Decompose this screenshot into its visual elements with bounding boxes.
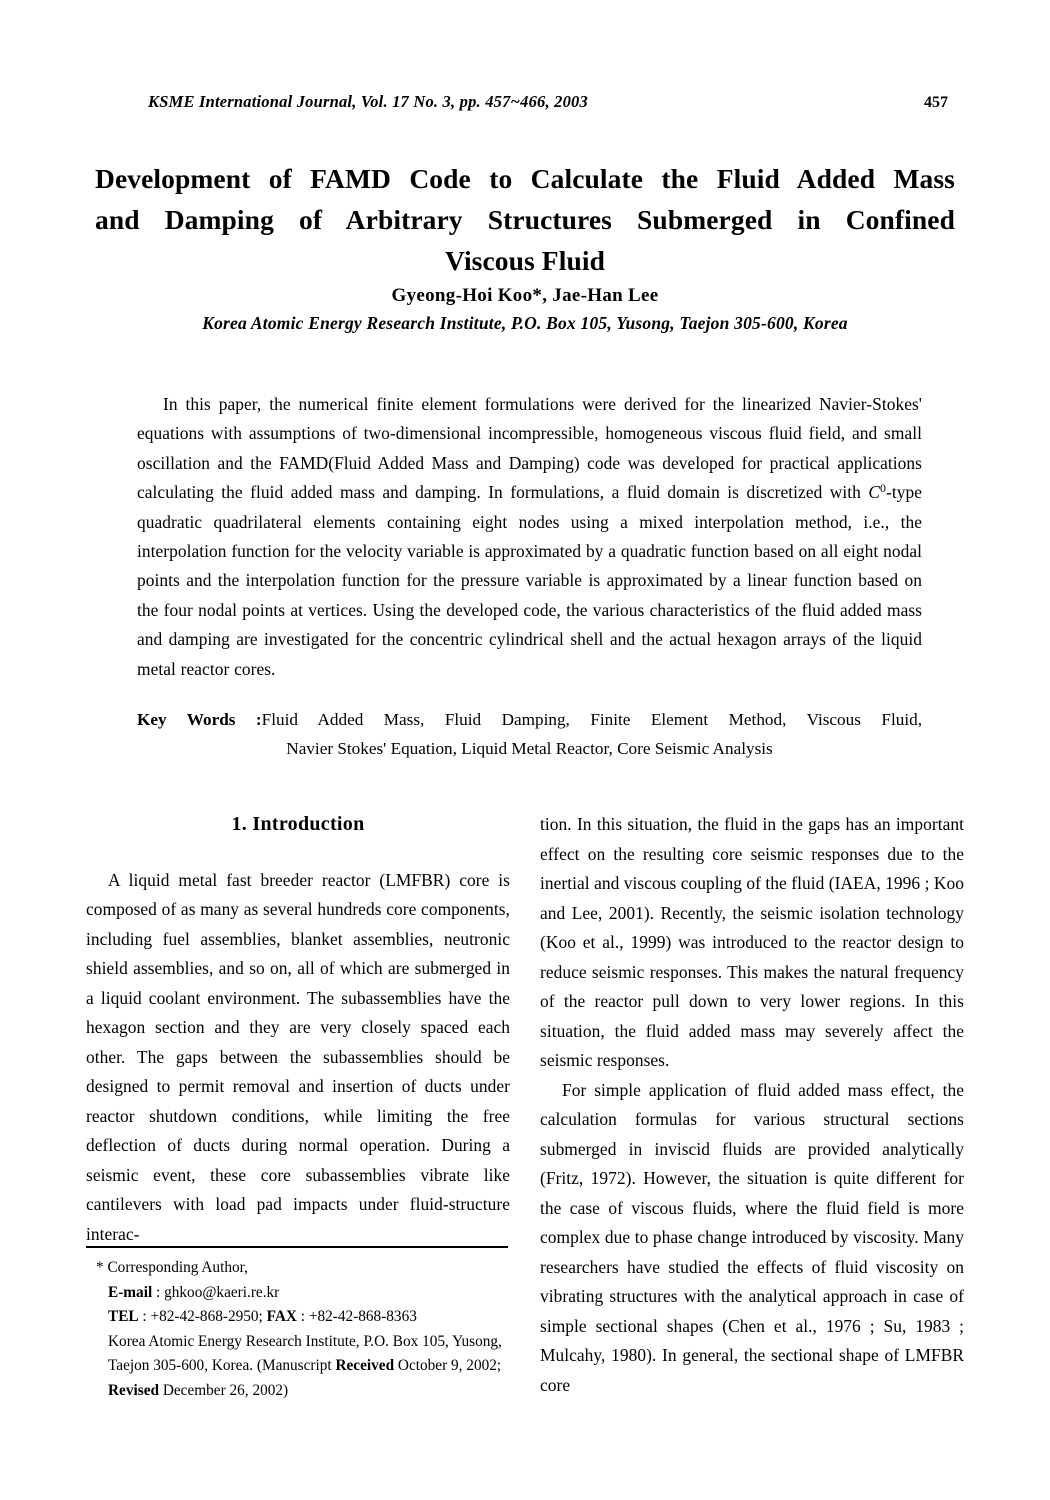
footnote-email-label: E-mail xyxy=(108,1283,153,1301)
abstract-symbol-superscript: 0 xyxy=(880,481,887,496)
footnote-address-and-dates xyxy=(96,1330,510,1404)
page-title xyxy=(95,158,955,281)
abstract-symbol-c: C xyxy=(868,482,881,503)
section-heading-introduction: 1. Introduction xyxy=(231,813,365,835)
footnote-fax-label: FAX xyxy=(266,1308,297,1325)
right-column-paragraph-2: For simple application of fluid added mass effect, the calculation formulas for various structural sections submerged in inviscid fluids are provided analytically (Fritz, 1972). However, the situation is quite different for the case of viscous fluids, where the fluid field is more complex due to phase change introduced by viscosity. Many researchers have studied the effects of fluid viscosity on vibrating structures with the analytical approach in case of simple sectional shapes (Chen et al., 1976 ; Su, 1983 ; Mulcahy, 1980). In general, the sectional shape of LMFBR core xyxy=(540,1079,964,1395)
footnote-corresponding-author: * Corresponding Author, xyxy=(96,1259,248,1276)
right-column xyxy=(540,810,964,1400)
footnote-address: Korea Atomic Energy Research Institute, P.O. Box 105, Yusong, Taejon 305-600, Korea. (Manuscript xyxy=(108,1332,502,1374)
journal-citation: KSME International Journal, Vol. 17 No. 3, pp. 457~466, 2003 xyxy=(148,92,588,111)
keywords-line-1 xyxy=(137,705,922,734)
title-line-1: Development of FAMD Code to Calculate the Fluid Added Mass xyxy=(95,163,955,195)
keywords xyxy=(137,705,922,763)
footnote-fax-value: : +82-42-868-8363 xyxy=(296,1308,417,1325)
footnote-revised-value: December 26, 2002) xyxy=(159,1381,289,1399)
footnote xyxy=(86,1248,510,1403)
title-line-3: Viscous Fluid xyxy=(445,245,605,277)
abstract xyxy=(137,390,922,684)
left-column-paragraph-1: A liquid metal fast breeder reactor (LMFBR) core is composed of as many as several hundreds core components, including fuel assemblies, blanket assemblies, neutronic shield assemblies, and so on, all of which are submerged in a liquid coolant environment. The subassemblies have the hexagon section and they are very closely spaced each other. The gaps between the subassemblies should be designed to permit removal and insertion of ducts under reactor shutdown conditions, while limiting the free deflection of ducts during normal operation. During a seismic event, these core subassemblies vibrate like cantilevers with load pad impacts under fluid-structure interac- xyxy=(86,869,510,1244)
footnote-received-value: October 9, 2002; xyxy=(394,1357,502,1374)
author-affiliation: Korea Atomic Energy Research Institute, P.O. Box 105, Yusong, Taejon 305-600, Korea xyxy=(202,313,848,333)
footnote-contact xyxy=(96,1305,510,1330)
footnote-email xyxy=(96,1281,510,1306)
author-list: Gyeong-Hoi Koo*, Jae-Han Lee xyxy=(391,285,659,306)
footnote-received-label: Received xyxy=(335,1357,395,1374)
keywords-line-2: Navier Stokes' Equation, Liquid Metal Reactor, Core Seismic Analysis xyxy=(286,739,773,758)
running-head xyxy=(148,92,948,112)
footnote-revised-label: Revised xyxy=(108,1381,159,1399)
abstract-text-part-2: -type quadratic quadrilateral elements containing eight nodes using a mixed interpolation method, i.e., the interpolation function for the velocity variable is approximated by a quadratic function based on all eight nodal points and the interpolation function for the pressure variable is approximated by a linear function based on the four nodal points at vertices. Using the developed code, the various characteristics of the fluid added mass and damping are investigated for the concentric cylindrical shell and the actual hexagon arrays of the liquid metal reactor cores. xyxy=(137,482,922,679)
left-column xyxy=(86,810,510,1249)
page-number: 457 xyxy=(924,94,948,111)
footnote-body xyxy=(86,1248,510,1403)
abstract-text-part-1: In this paper, the numerical finite element formulations were derived for the linearized Navier-Stokes' equations with assumptions of two-dimensional incompressible, homogeneous viscous fluid field, and small oscillation and the FAMD(Fluid Added Mass and Damping) code was developed for practical applications calculating the fluid added mass and damping. In formulations, a fluid domain is discretized with xyxy=(137,394,922,503)
footnote-tel-label: TEL xyxy=(108,1308,139,1325)
footnote-email-value[interactable]: : ghkoo@kaeri.re.kr xyxy=(152,1283,280,1301)
footnote-tel-value: : +82-42-868-2950; xyxy=(138,1308,267,1325)
keywords-label: Key Words : xyxy=(137,710,262,729)
right-column-paragraph-1: tion. In this situation, the fluid in the gaps has an important effect on the resulting core seismic responses due to the inertial and viscous coupling of the fluid (IAEA, 1996 ; Koo and Lee, 2001). Recently, the seismic isolation technology (Koo et al., 1999) was introduced to the reactor design to reduce seismic responses. This makes the natural frequency of the reactor pull down to very lower regions. In this situation, the fluid added mass may severely affect the seismic responses. xyxy=(540,814,964,1070)
title-line-2: and Damping of Arbitrary Structures Submerged in Confined xyxy=(95,204,955,236)
keywords-text-1: Fluid Added Mass, Fluid Damping, Finite Element Method, Viscous Fluid, xyxy=(261,710,922,729)
